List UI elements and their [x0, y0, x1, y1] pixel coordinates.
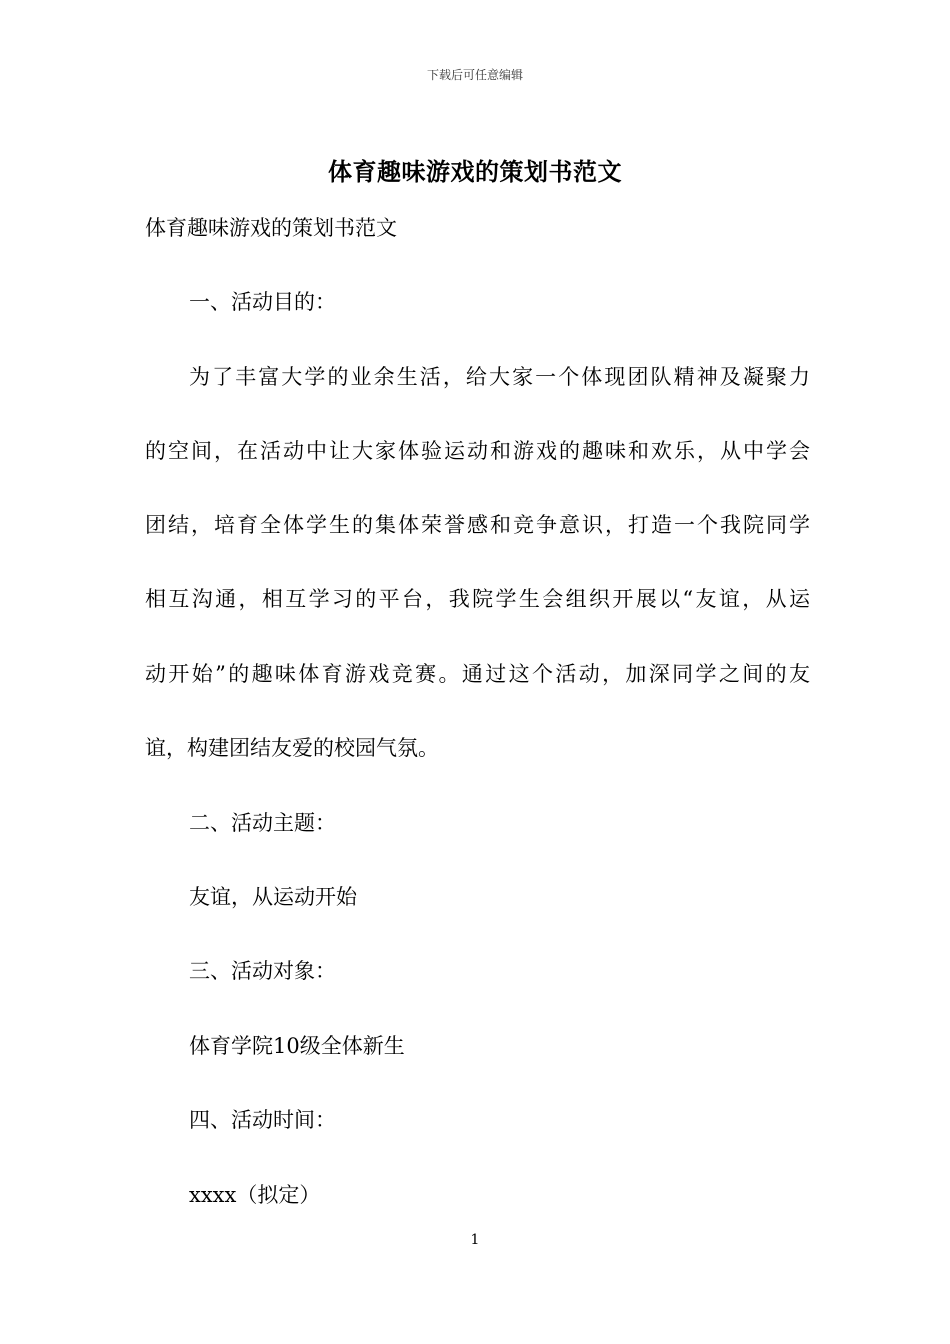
section-content-time: xxxx（拟定）	[189, 1183, 321, 1207]
section-heading-audience: 三、活动对象：	[189, 959, 336, 983]
paragraph-line: 动开始”的趣味体育游戏竞赛。通过这个活动，加深同学之间的友	[145, 662, 810, 686]
page-number: 1	[470, 1232, 480, 1248]
paragraph-line: 为了丰富大学的业余生活，给大家一个体现团队精神及凝聚力	[189, 365, 810, 389]
paragraph-line: 的空间，在活动中让大家体验运动和游戏的趣味和欢乐，从中学会	[145, 439, 810, 463]
section-heading-time: 四、活动时间：	[189, 1108, 336, 1132]
section-content-audience: 体育学院10级全体新生	[189, 1034, 405, 1058]
paragraph-line: 相互沟通，相互学习的平台，我院学生会组织开展以“友谊，从运	[145, 587, 810, 611]
document-title: 体育趣味游戏的策划书范文	[328, 157, 622, 186]
paragraph-line: 团结，培育全体学生的集体荣誉感和竞争意识，打造一个我院同学	[145, 513, 810, 537]
header-note: 下载后可任意编辑	[426, 68, 523, 82]
section-heading-purpose: 一、活动目的：	[189, 290, 336, 314]
document-subtitle: 体育趣味游戏的策划书范文	[145, 216, 397, 240]
paragraph-line: 谊，构建团结友爱的校园气氛。	[145, 736, 439, 760]
section-heading-theme: 二、活动主题：	[189, 811, 336, 835]
section-content-theme: 友谊，从运动开始	[189, 885, 357, 909]
